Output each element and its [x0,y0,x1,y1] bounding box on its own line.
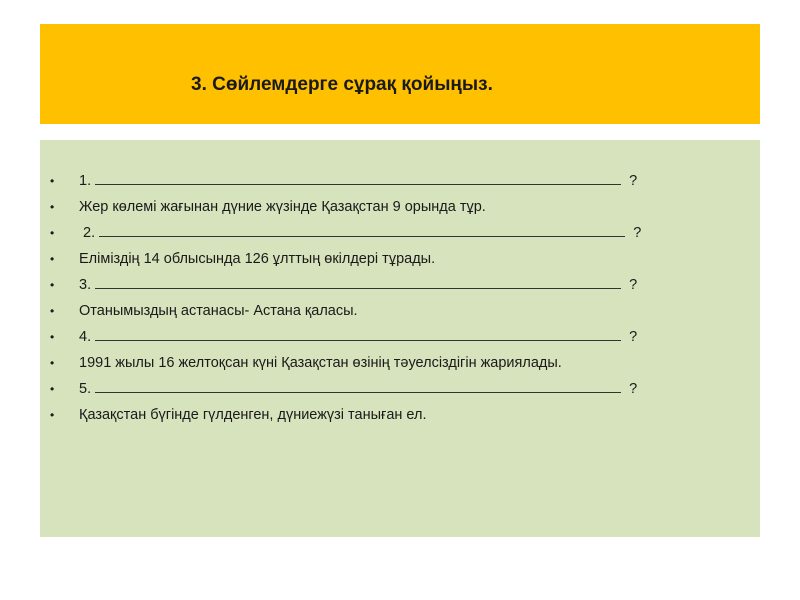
list-item-8 [40,354,641,380]
sentence-text: Жер көлемі жағынан дүние жүзінде Қазақстан 9 орында тұр. [79,199,486,215]
item-number: 1. [79,173,92,189]
answer-blank[interactable] [99,224,625,237]
list-item-10 [40,406,641,432]
list-item-4 [40,250,641,276]
item-number: 3. [79,277,92,293]
bullet-icon: • [50,330,55,344]
answer-blank[interactable] [95,276,621,289]
exercise-list [40,172,641,432]
bullet-icon: • [50,200,55,214]
bullet-icon: • [50,174,55,188]
bullet-icon: • [50,408,55,422]
list-item-6 [40,302,641,328]
answer-blank[interactable] [95,380,621,393]
question-mark: ? [633,225,642,241]
answer-blank[interactable] [95,172,621,185]
list-item-3 [40,224,641,250]
sentence-text: Еліміздің 14 облысында 126 ұлттың өкілдері тұрады. [79,251,436,267]
sentence-text: 1991 жылы 16 желтоқсан күні Қазақстан өзінің тәуелсіздігін жариялады. [79,355,562,371]
bullet-icon: • [50,278,55,292]
item-number: 5. [79,381,92,397]
bullet-icon: • [50,304,55,318]
question-mark: ? [629,277,638,293]
title-band [40,24,760,124]
list-item-5 [40,276,641,302]
item-number: 2. [79,225,96,241]
list-item-1 [40,172,641,198]
bullet-icon: • [50,382,55,396]
bullet-icon: • [50,226,55,240]
bullet-icon: • [50,252,55,266]
item-number: 4. [79,329,92,345]
list-item-9 [40,380,641,406]
answer-blank[interactable] [95,328,621,341]
question-mark: ? [629,329,638,345]
bullet-icon: • [50,356,55,370]
question-mark: ? [629,381,638,397]
list-item-2 [40,198,641,224]
sentence-text: Қазақстан бүгінде гүлденген, дүниежүзі таныған ел. [79,407,427,423]
content-band [40,140,760,537]
list-item-7 [40,328,641,354]
question-mark: ? [629,173,638,189]
sentence-text: Отанымыздың астанасы- Астана қаласы. [79,303,358,319]
slide-title: 3. Сөйлемдерге сұрақ қойыңыз. [191,74,493,95]
